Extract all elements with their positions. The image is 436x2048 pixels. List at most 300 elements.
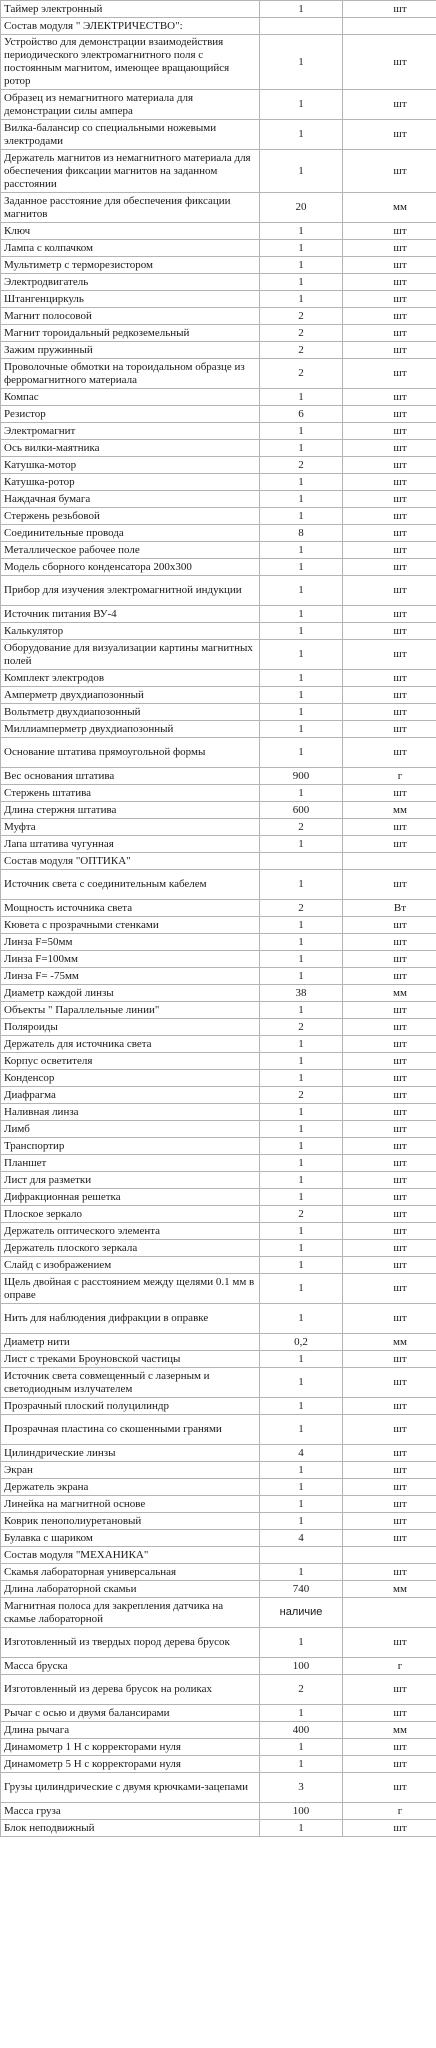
item-unit-cell: шт: [343, 951, 436, 968]
item-unit-cell: шт: [343, 687, 436, 704]
item-quantity-cell: 1: [260, 120, 343, 150]
item-unit-cell: шт: [343, 35, 436, 90]
item-unit-cell: шт: [343, 1019, 436, 1036]
item-name-cell: Муфта: [1, 819, 260, 836]
item-quantity-cell: 2: [260, 1019, 343, 1036]
item-name-cell: Комплект электродов: [1, 670, 260, 687]
item-name-cell: Наливная линза: [1, 1104, 260, 1121]
table-row: [1, 240, 436, 257]
item-name-cell: Длина лабораторной скамьи: [1, 1581, 260, 1598]
table-row: [1, 542, 436, 559]
item-unit-cell: шт: [343, 1479, 436, 1496]
item-quantity-cell: 1: [260, 1415, 343, 1445]
item-quantity-cell: 1: [260, 1240, 343, 1257]
table-row: [1, 1274, 436, 1304]
table-row: [1, 1705, 436, 1722]
table-row: [1, 1223, 436, 1240]
table-row: [1, 951, 436, 968]
item-name-cell: Плоское зеркало: [1, 1206, 260, 1223]
item-unit-cell: шт: [343, 308, 436, 325]
item-quantity-cell: 1: [260, 1705, 343, 1722]
item-name-cell: Прозрачный плоский полуцилиндр: [1, 1398, 260, 1415]
item-unit-cell: шт: [343, 738, 436, 768]
item-unit-cell: шт: [343, 1070, 436, 1087]
table-row: [1, 768, 436, 785]
item-quantity-cell: 1: [260, 870, 343, 900]
item-unit-cell: шт: [343, 1705, 436, 1722]
item-unit-cell: шт: [343, 389, 436, 406]
item-name-cell: Держатель для источника света: [1, 1036, 260, 1053]
item-name-cell: Оборудование для визуализации картины магнитных полей: [1, 640, 260, 670]
item-unit-cell: мм: [343, 193, 436, 223]
table-row: [1, 120, 436, 150]
item-quantity-cell: 1: [260, 423, 343, 440]
table-row: [1, 1002, 436, 1019]
table-row: [1, 1304, 436, 1334]
item-quantity-cell: 1: [260, 1274, 343, 1304]
item-name-cell: Мультиметр с терморезистором: [1, 257, 260, 274]
item-quantity-cell: 38: [260, 985, 343, 1002]
item-name-cell: Электродвигатель: [1, 274, 260, 291]
item-unit-cell: [343, 853, 436, 870]
table-row: [1, 704, 436, 721]
item-name-cell: Модель сборного конденсатора 200х300: [1, 559, 260, 576]
item-quantity-cell: 1: [260, 257, 343, 274]
item-unit-cell: шт: [343, 1002, 436, 1019]
item-quantity-cell: 1: [260, 1223, 343, 1240]
table-row: [1, 1240, 436, 1257]
table-row: [1, 1739, 436, 1756]
table-row: [1, 721, 436, 738]
item-unit-cell: мм: [343, 802, 436, 819]
section-title: Состав модуля " ЭЛЕКТРИЧЕСТВО":: [1, 18, 260, 35]
table-row: [1, 1257, 436, 1274]
item-quantity-cell: 1: [260, 1368, 343, 1398]
item-quantity-cell: 2: [260, 819, 343, 836]
item-unit-cell: шт: [343, 1564, 436, 1581]
item-name-cell: Линза F=50мм: [1, 934, 260, 951]
item-unit-cell: шт: [343, 1, 436, 18]
item-quantity-cell: 1: [260, 1257, 343, 1274]
section-header-row: [1, 1547, 436, 1564]
item-quantity-cell: 4: [260, 1445, 343, 1462]
item-name-cell: Планшет: [1, 1155, 260, 1172]
item-name-cell: Транспортир: [1, 1138, 260, 1155]
item-name-cell: Дифракционная решетка: [1, 1189, 260, 1206]
item-name-cell: Объекты " Параллельные линии": [1, 1002, 260, 1019]
item-unit-cell: шт: [343, 1445, 436, 1462]
item-name-cell: Лист с треками Броуновской частицы: [1, 1351, 260, 1368]
item-quantity-cell: 900: [260, 768, 343, 785]
table-row: [1, 1564, 436, 1581]
item-quantity-cell: [260, 18, 343, 35]
table-row: [1, 291, 436, 308]
item-unit-cell: шт: [343, 274, 436, 291]
item-quantity-cell: 2: [260, 325, 343, 342]
item-name-cell: Ось вилки-маятника: [1, 440, 260, 457]
item-name-cell: Устройство для демонстрации взаимодействия периодического электромагнитного поля с постоянным магнитом, имеющее вращающийся ротор: [1, 35, 260, 90]
item-unit-cell: шт: [343, 90, 436, 120]
table-row: [1, 1496, 436, 1513]
item-quantity-cell: 2: [260, 1087, 343, 1104]
item-name-cell: Держатель магнитов из немагнитного материала для обеспечения фиксации магнитов на заданном расстоянии: [1, 150, 260, 193]
item-unit-cell: шт: [343, 1820, 436, 1837]
item-quantity-cell: 1: [260, 640, 343, 670]
table-row: [1, 1530, 436, 1547]
table-row: [1, 457, 436, 474]
table-row: [1, 440, 436, 457]
table-row: [1, 870, 436, 900]
item-name-cell: Стержень резьбовой: [1, 508, 260, 525]
item-quantity-cell: 1: [260, 623, 343, 640]
item-quantity-cell: 1: [260, 559, 343, 576]
item-name-cell: Лимб: [1, 1121, 260, 1138]
item-unit-cell: шт: [343, 325, 436, 342]
item-quantity-cell: 1: [260, 1351, 343, 1368]
item-quantity-cell: 1: [260, 389, 343, 406]
item-quantity-cell: 2: [260, 457, 343, 474]
item-name-cell: Прозрачная пластина со скошенными гранями: [1, 1415, 260, 1445]
item-quantity-cell: 1: [260, 240, 343, 257]
item-quantity-cell: 1: [260, 491, 343, 508]
item-quantity-cell: 1: [260, 1756, 343, 1773]
table-row: [1, 342, 436, 359]
item-name-cell: Образец из немагнитного материала для демонстрации силы ампера: [1, 90, 260, 120]
table-row: [1, 1172, 436, 1189]
table-row: [1, 1053, 436, 1070]
table-row: [1, 1722, 436, 1739]
item-name-cell: Проволочные обмотки на тороидальном образце из ферромагнитного материала: [1, 359, 260, 389]
item-quantity-cell: 1: [260, 1304, 343, 1334]
table-row: [1, 623, 436, 640]
item-quantity-cell: 1: [260, 1513, 343, 1530]
item-unit-cell: шт: [343, 1104, 436, 1121]
item-name-cell: Линза F=100мм: [1, 951, 260, 968]
item-quantity-cell: 8: [260, 525, 343, 542]
item-quantity-cell: 1: [260, 934, 343, 951]
table-row: [1, 90, 436, 120]
item-unit-cell: шт: [343, 257, 436, 274]
item-quantity-cell: 1: [260, 687, 343, 704]
item-quantity-cell: 1: [260, 1398, 343, 1415]
table-row: [1, 423, 436, 440]
item-unit-cell: шт: [343, 1274, 436, 1304]
item-name-cell: Масса груза: [1, 1803, 260, 1820]
item-quantity-cell: 6: [260, 406, 343, 423]
item-unit-cell: шт: [343, 1530, 436, 1547]
item-unit-cell: шт: [343, 1368, 436, 1398]
table-row: [1, 508, 436, 525]
item-unit-cell: шт: [343, 491, 436, 508]
item-name-cell: Булавка с шариком: [1, 1530, 260, 1547]
item-name-cell: Резистор: [1, 406, 260, 423]
item-name-cell: Длина рычага: [1, 1722, 260, 1739]
item-name-cell: Диафрагма: [1, 1087, 260, 1104]
item-unit-cell: шт: [343, 1496, 436, 1513]
table-row: [1, 1658, 436, 1675]
table-row: [1, 35, 436, 90]
item-unit-cell: шт: [343, 1462, 436, 1479]
item-name-cell: Катушка-ротор: [1, 474, 260, 491]
item-name-cell: Поляроиды: [1, 1019, 260, 1036]
item-unit-cell: шт: [343, 1351, 436, 1368]
item-unit-cell: шт: [343, 1628, 436, 1658]
item-name-cell: Кювета с прозрачными стенками: [1, 917, 260, 934]
item-name-cell: Лист для разметки: [1, 1172, 260, 1189]
item-quantity-cell: 1: [260, 1462, 343, 1479]
item-quantity-cell: 2: [260, 1675, 343, 1705]
item-unit-cell: Вт: [343, 900, 436, 917]
item-quantity-cell: 600: [260, 802, 343, 819]
item-quantity-cell: 1: [260, 785, 343, 802]
item-name-cell: Ключ: [1, 223, 260, 240]
item-name-cell: Вилка-балансир со специальными ножевыми электродами: [1, 120, 260, 150]
item-quantity-cell: 1: [260, 951, 343, 968]
table-row: [1, 1398, 436, 1415]
item-quantity-cell: 2: [260, 900, 343, 917]
item-unit-cell: шт: [343, 670, 436, 687]
item-name-cell: Грузы цилиндрические с двумя крючками-зацепами: [1, 1773, 260, 1803]
item-quantity-cell: 20: [260, 193, 343, 223]
table-row: [1, 274, 436, 291]
item-unit-cell: мм: [343, 1581, 436, 1598]
item-unit-cell: шт: [343, 836, 436, 853]
table-row: [1, 900, 436, 917]
item-name-cell: Линза F= -75мм: [1, 968, 260, 985]
table-row: [1, 1189, 436, 1206]
item-unit-cell: шт: [343, 1206, 436, 1223]
item-name-cell: Магнит полосовой: [1, 308, 260, 325]
item-quantity-cell: 1: [260, 1138, 343, 1155]
item-unit-cell: шт: [343, 1513, 436, 1530]
item-quantity-cell: 1: [260, 576, 343, 606]
item-quantity-cell: 1: [260, 1036, 343, 1053]
item-quantity-cell: 100: [260, 1658, 343, 1675]
item-unit-cell: шт: [343, 1172, 436, 1189]
table-row: [1, 1415, 436, 1445]
item-name-cell: Таймер электронный: [1, 1, 260, 18]
item-unit-cell: шт: [343, 559, 436, 576]
item-unit-cell: шт: [343, 150, 436, 193]
table-row: [1, 1138, 436, 1155]
table-row: [1, 325, 436, 342]
table-row: [1, 1581, 436, 1598]
table-row: [1, 1445, 436, 1462]
item-quantity-cell: 1: [260, 1121, 343, 1138]
item-unit-cell: г: [343, 1803, 436, 1820]
item-name-cell: Нить для наблюдения дифракции в оправке: [1, 1304, 260, 1334]
item-name-cell: Наждачная бумага: [1, 491, 260, 508]
item-unit-cell: шт: [343, 542, 436, 559]
table-row: [1, 606, 436, 623]
item-quantity-cell: 2: [260, 1206, 343, 1223]
table-row: [1, 257, 436, 274]
item-name-cell: Заданное расстояние для обеспечения фиксации магнитов: [1, 193, 260, 223]
item-unit-cell: шт: [343, 1053, 436, 1070]
section-title: Состав модуля "МЕХАНИКА": [1, 1547, 260, 1564]
item-quantity-cell: 2: [260, 308, 343, 325]
item-name-cell: Миллиамперметр двухдиапозонный: [1, 721, 260, 738]
item-name-cell: Коврик пенополиуретановый: [1, 1513, 260, 1530]
item-unit-cell: [343, 1598, 436, 1628]
item-name-cell: Амперметр двухдиапозонный: [1, 687, 260, 704]
item-unit-cell: шт: [343, 1398, 436, 1415]
table-row: [1, 1, 436, 18]
item-quantity-cell: 1: [260, 1, 343, 18]
section-header-row: [1, 853, 436, 870]
table-row: [1, 559, 436, 576]
item-unit-cell: шт: [343, 440, 436, 457]
item-unit-cell: шт: [343, 359, 436, 389]
item-unit-cell: шт: [343, 968, 436, 985]
item-quantity-cell: 1: [260, 606, 343, 623]
item-unit-cell: шт: [343, 508, 436, 525]
table-row: [1, 1820, 436, 1837]
item-quantity-cell: 1: [260, 738, 343, 768]
table-row: [1, 1019, 436, 1036]
item-quantity-cell: 1: [260, 291, 343, 308]
item-quantity-cell: 1: [260, 1104, 343, 1121]
item-name-cell: Экран: [1, 1462, 260, 1479]
item-quantity-cell: 1: [260, 836, 343, 853]
item-unit-cell: шт: [343, 870, 436, 900]
table-row: [1, 1513, 436, 1530]
item-name-cell: Изготовленный из твердых пород дерева брусок: [1, 1628, 260, 1658]
table-row: [1, 1598, 436, 1628]
item-quantity-cell: 1: [260, 1496, 343, 1513]
item-name-cell: Цилиндрические линзы: [1, 1445, 260, 1462]
item-quantity-cell: 1: [260, 968, 343, 985]
item-unit-cell: шт: [343, 291, 436, 308]
table-row: [1, 1087, 436, 1104]
item-name-cell: Источник питания ВУ-4: [1, 606, 260, 623]
item-name-cell: Блок неподвижный: [1, 1820, 260, 1837]
item-unit-cell: шт: [343, 120, 436, 150]
item-unit-cell: [343, 18, 436, 35]
item-name-cell: Скамья лабораторная универсальная: [1, 1564, 260, 1581]
table-row: [1, 836, 436, 853]
item-unit-cell: шт: [343, 1675, 436, 1705]
item-quantity-cell: 1: [260, 917, 343, 934]
item-quantity-cell: 1: [260, 1053, 343, 1070]
item-name-cell: Щель двойная с расстоянием между щелями 0.1 мм в оправе: [1, 1274, 260, 1304]
table-row: [1, 1351, 436, 1368]
item-name-cell: Магнит тороидальный редкоземельный: [1, 325, 260, 342]
item-quantity-cell: 1: [260, 1820, 343, 1837]
item-name-cell: Динамометр 1 Н с корректорами нуля: [1, 1739, 260, 1756]
item-quantity-cell: [260, 853, 343, 870]
item-name-cell: Длина стержня штатива: [1, 802, 260, 819]
item-quantity-cell: наличие: [260, 1598, 343, 1628]
item-name-cell: Стержень штатива: [1, 785, 260, 802]
table-row: [1, 1070, 436, 1087]
item-name-cell: Лапа штатива чугунная: [1, 836, 260, 853]
item-quantity-cell: 740: [260, 1581, 343, 1598]
item-name-cell: Держатель плоского зеркала: [1, 1240, 260, 1257]
item-unit-cell: мм: [343, 1722, 436, 1739]
table-row: [1, 1121, 436, 1138]
item-unit-cell: шт: [343, 721, 436, 738]
item-quantity-cell: 400: [260, 1722, 343, 1739]
item-quantity-cell: 1: [260, 223, 343, 240]
item-name-cell: Слайд с изображением: [1, 1257, 260, 1274]
item-quantity-cell: 1: [260, 35, 343, 90]
item-name-cell: Вольтметр двухдиапозонный: [1, 704, 260, 721]
table-row: [1, 934, 436, 951]
item-quantity-cell: 1: [260, 1070, 343, 1087]
item-quantity-cell: 3: [260, 1773, 343, 1803]
table-row: [1, 406, 436, 423]
item-unit-cell: шт: [343, 704, 436, 721]
table-row: [1, 1368, 436, 1398]
table-row: [1, 1104, 436, 1121]
table-row: [1, 985, 436, 1002]
table-row: [1, 359, 436, 389]
item-name-cell: Источник света с соединительным кабелем: [1, 870, 260, 900]
table-row: [1, 474, 436, 491]
item-name-cell: Рычаг с осью и двумя балансирами: [1, 1705, 260, 1722]
item-quantity-cell: 1: [260, 1479, 343, 1496]
item-unit-cell: шт: [343, 1304, 436, 1334]
item-name-cell: Держатель оптического элемента: [1, 1223, 260, 1240]
item-unit-cell: шт: [343, 525, 436, 542]
item-unit-cell: шт: [343, 1087, 436, 1104]
item-unit-cell: шт: [343, 1189, 436, 1206]
item-name-cell: Магнитная полоса для закрепления датчика на скамье лабораторной: [1, 1598, 260, 1628]
item-unit-cell: шт: [343, 423, 436, 440]
item-name-cell: Катушка-мотор: [1, 457, 260, 474]
item-name-cell: Калькулятор: [1, 623, 260, 640]
item-quantity-cell: 1: [260, 90, 343, 120]
item-unit-cell: шт: [343, 1138, 436, 1155]
item-quantity-cell: 1: [260, 274, 343, 291]
item-name-cell: Лампа с колпачком: [1, 240, 260, 257]
item-unit-cell: шт: [343, 819, 436, 836]
table-row: [1, 389, 436, 406]
item-name-cell: Динамометр 5 Н с корректорами нуля: [1, 1756, 260, 1773]
item-unit-cell: шт: [343, 240, 436, 257]
item-quantity-cell: 1: [260, 1189, 343, 1206]
item-quantity-cell: 1: [260, 1739, 343, 1756]
item-quantity-cell: [260, 1547, 343, 1564]
item-quantity-cell: 2: [260, 359, 343, 389]
item-unit-cell: шт: [343, 1223, 436, 1240]
item-quantity-cell: 1: [260, 1172, 343, 1189]
table-row: [1, 917, 436, 934]
item-unit-cell: шт: [343, 342, 436, 359]
table-row: [1, 1334, 436, 1351]
item-name-cell: Источник света совмещенный с лазерным и светодиодным излучателем: [1, 1368, 260, 1398]
item-quantity-cell: 1: [260, 474, 343, 491]
item-name-cell: Диаметр нити: [1, 1334, 260, 1351]
item-unit-cell: г: [343, 768, 436, 785]
item-unit-cell: шт: [343, 1036, 436, 1053]
item-name-cell: Линейка на магнитной основе: [1, 1496, 260, 1513]
table-row: [1, 1155, 436, 1172]
item-unit-cell: шт: [343, 576, 436, 606]
item-quantity-cell: 1: [260, 508, 343, 525]
item-unit-cell: шт: [343, 406, 436, 423]
item-unit-cell: мм: [343, 985, 436, 1002]
item-quantity-cell: 1: [260, 440, 343, 457]
item-name-cell: Вес основания штатива: [1, 768, 260, 785]
item-quantity-cell: 1: [260, 721, 343, 738]
item-unit-cell: шт: [343, 917, 436, 934]
table-row: [1, 968, 436, 985]
table-row: [1, 738, 436, 768]
table-row: [1, 193, 436, 223]
item-quantity-cell: 1: [260, 1002, 343, 1019]
